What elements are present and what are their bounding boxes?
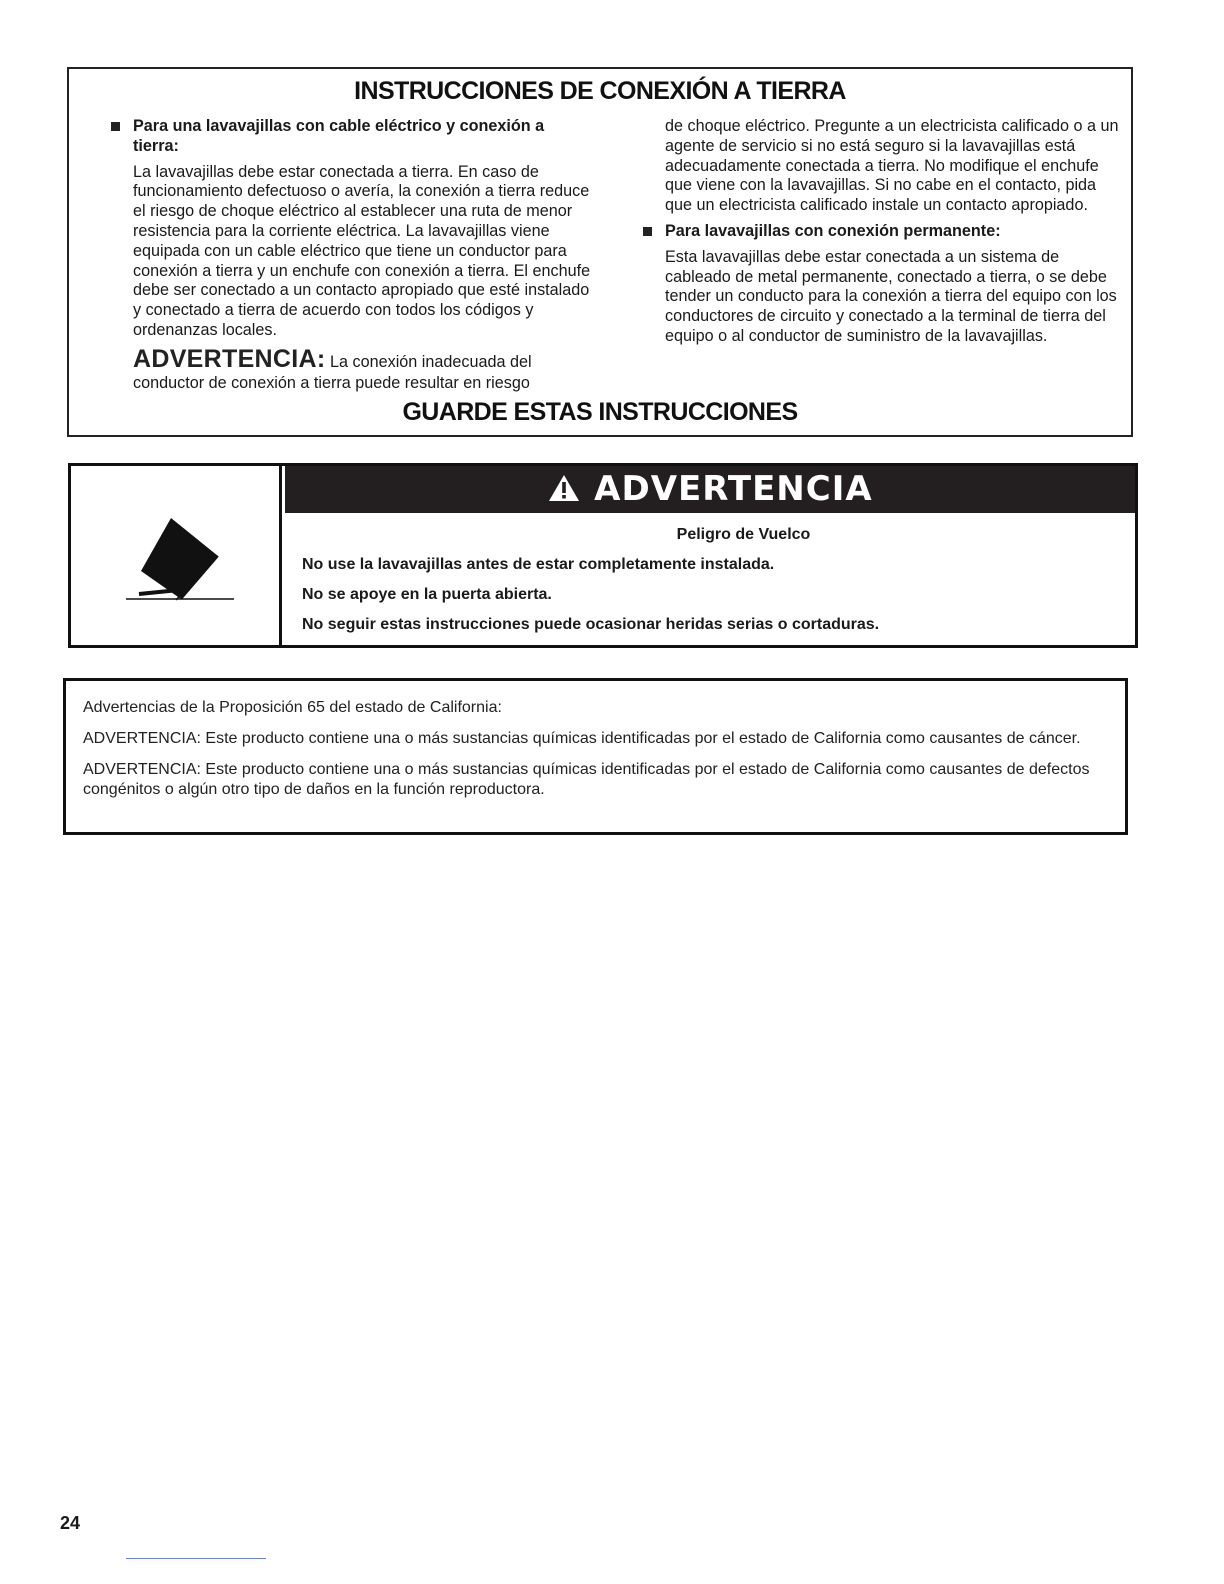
warning-text: La conexión inadecuada del conductor de conexión a tierra puede resultar en riesgo bbox=[133, 352, 532, 392]
grounding-right-column bbox=[643, 117, 1123, 347]
footer-rule bbox=[126, 1558, 266, 1559]
tip-warning-line: No use la lavavajillas antes de estar completamente instalada. bbox=[302, 556, 775, 573]
permanent-text: Esta lavavajillas debe estar conectada a un sistema de cableado de metal permanente, conectado a tierra, o se debe tender un conducto para la conexión a tierra del equipo con los conductores de circuito y conectado a la terminal de tierra del equipo o al conductor de suministro de la lavavajillas. bbox=[665, 247, 1117, 345]
grounding-title: INSTRUCCIONES DE CONEXIÓN A TIERRA bbox=[354, 77, 846, 105]
prop65-heading: Advertencias de la Proposición 65 del estado de California: bbox=[83, 699, 502, 716]
bullet-square-icon bbox=[111, 122, 120, 131]
grounding-warning bbox=[111, 344, 591, 394]
save-instructions-title: GUARDE ESTAS INSTRUCCIONES bbox=[402, 398, 798, 426]
tip-warning-subtitle: Peligro de Vuelco bbox=[676, 526, 811, 543]
warning-triangle-icon bbox=[547, 469, 594, 509]
tip-warning-box bbox=[68, 463, 1138, 648]
tip-warning-line: No seguir estas instrucciones puede ocasionar heridas serias o cortaduras. bbox=[302, 616, 880, 633]
warning-banner bbox=[285, 466, 1135, 513]
page-number: 24 bbox=[60, 1513, 81, 1533]
prop65-reproductive-warning: ADVERTENCIA: Este producto contiene una o más sustancias químicas identificadas por el estado de California como causantes de defectos congénitos o algún otro tipo de daños en la función reproductora. bbox=[83, 761, 1090, 798]
tip-warning-line: No se apoye en la puerta abierta. bbox=[302, 586, 552, 603]
grounding-left-column bbox=[111, 117, 591, 394]
cord-text: La lavavajillas debe estar conectada a tierra. En caso de funcionamiento defectuoso o avería, la conexión a tierra reduce el riesgo de choque eléctrico al establecer una ruta de menor resistencia para la corriente eléctrica. La lavavajillas viene equipada con un cable eléctrico que tiene un conductor para conexión a tierra y un enchufe con conexión a tierra. El enchufe debe ser conectado a un contacto apropiado que esté instalado y conectado a tierra de acuerdo con todos los códigos y ordenanzas locales. bbox=[133, 162, 591, 339]
grounding-instructions-box bbox=[67, 67, 1133, 437]
warning-continued: de choque eléctrico. Pregunte a un electricista calificado o a un agente de servicio si no está seguro si la lavavajillas está adecuadamente conectada a tierra. No modifique el enchufe que viene con la lavavajillas. Si no cabe en el contacto, pida que un electricista calificado instale un contacto apropiado. bbox=[665, 117, 1119, 215]
cord-heading bbox=[111, 117, 591, 157]
permanent-heading-text: Para lavavajillas con conexión permanente: bbox=[665, 221, 1001, 240]
prop65-cancer-warning: ADVERTENCIA: Este producto contiene una o más sustancias químicas identificadas por el estado de California como causantes de cáncer. bbox=[83, 730, 1081, 747]
tip-symbol-cell bbox=[71, 466, 282, 645]
tip-warning-content bbox=[302, 526, 1125, 646]
bullet-square-icon bbox=[643, 227, 652, 236]
tip-over-hazard-icon bbox=[71, 466, 276, 641]
cord-heading-text: Para una lavavajillas con cable eléctrico y conexión a tierra: bbox=[133, 117, 545, 155]
warning-word: ADVERTENCIA: bbox=[133, 344, 326, 373]
prop65-box bbox=[63, 678, 1128, 835]
warning-banner-text: ADVERTENCIA bbox=[594, 469, 873, 509]
permanent-heading bbox=[643, 222, 1123, 242]
